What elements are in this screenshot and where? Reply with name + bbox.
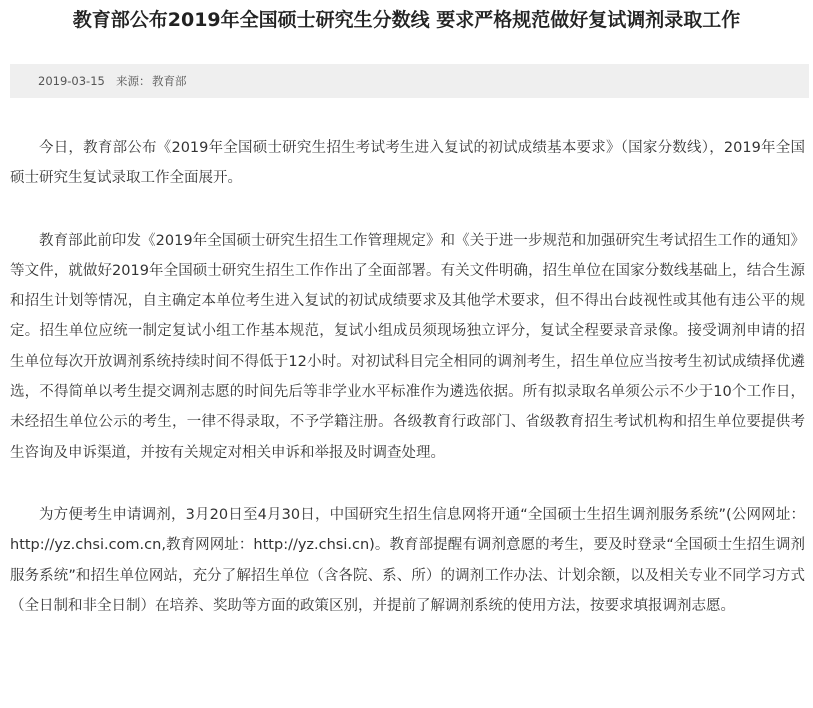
source-name: 教育部 [152,74,187,88]
publish-date: 2019-03-15 [38,74,105,88]
article-paragraph: 今日，教育部公布《2019年全国硕士研究生招生考试考生进入复试的初试成绩基本要求》（国家分数线），2019年全国硕士研究生复试录取工作全面展开。 [10,140,805,187]
article-body [10,133,805,653]
article-meta-bar [10,64,809,98]
article-paragraph: 教育部此前印发《2019年全国硕士研究生招生工作管理规定》和《关于进一步规范和加强研究生考试招生工作的通知》等文件，就做好2019年全国硕士研究生招生工作作出了全面部署。有关文件明确，招生单位在国家分数线基础上，结合生源和招生计划等情况，自主确定本单位考生进入复试的初试成绩要求及其他学术要求，但不得出台歧视性或其他有违公平的规定。招生单位应统一制定复试小组工作基本规范，复试小组成员须现场独立评分，复试全程要录音录像。接受调剂申请的招生单位每次开放调剂系统持续时间不得低于12小时。对初试科目完全相同的调剂考生，招生单位应当按考生初试成绩择优遴选，不得简单以考生提交调剂志愿的时间先后等非学业水平标准作为遴选依据。所有拟录取名单须公示不少于10个工作日，未经招生单位公示的考生，一律不得录取，不予学籍注册。各级教育行政部门、省级教育招生考试机构和招生单位要提供考生咨询及申诉渠道，并按有关规定对相关申诉和举报及时调查处理。 [10,232,805,461]
article-paragraph: 为方便考生申请调剂，3月20日至4月30日，中国研究生招生信息网将开通“全国硕士生招生调剂服务系统”(公网网址：http://yz.chsi.com.cn,教育网网址：http://yz.chsi.cn)。教育部提醒有调剂意愿的考生，要及时登录“全国硕士生招生调剂服务系统”和招生单位网站，充分了解招生单位（含各院、系、所）的调剂工作办法、计划余额，以及相关专业不同学习方式（全日制和非全日制）在培养、奖助等方面的政策区别，并提前了解调剂系统的使用方法，按要求填报调剂志愿。 [10,506,805,614]
article-title: 教育部公布2019年全国硕士研究生分数线 要求严格规范做好复试调剂录取工作 [72,9,741,31]
source-label: 来源： [116,74,151,88]
